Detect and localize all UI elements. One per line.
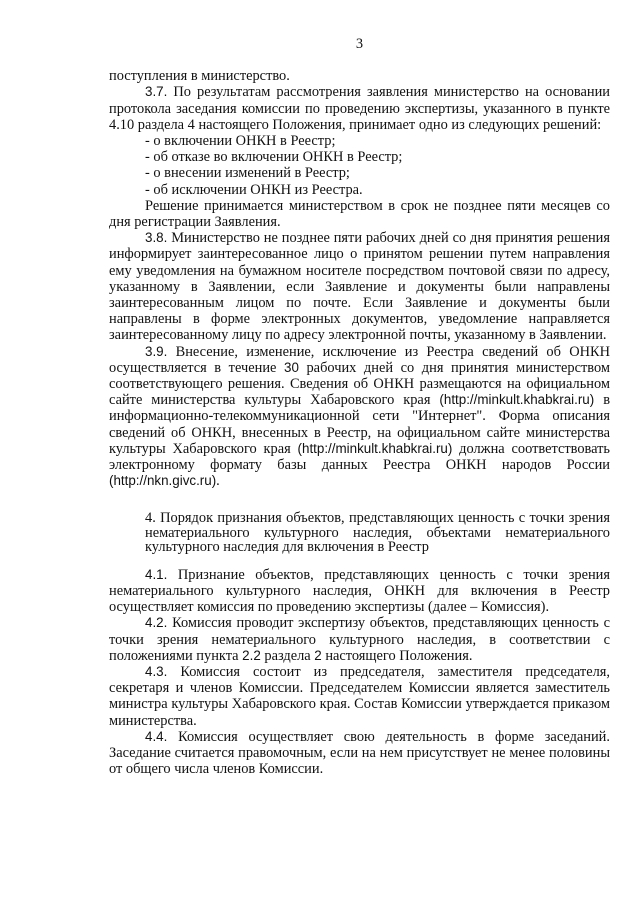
section-4-heading: 4. Порядок признания объектов, представляющих ценность с точки зрения нематериального культурного наследия, объектами нематериального культурного наследия для включения в Реестр <box>145 510 610 556</box>
paragraph-3-7 <box>109 84 610 133</box>
section-reference: 2 <box>314 647 322 663</box>
clause-text: настоящего Положения. <box>321 647 473 664</box>
paragraph-4-2 <box>109 615 610 664</box>
clause-number: 4.1. <box>145 566 168 582</box>
paragraph-4-3 <box>109 664 610 729</box>
decision-item: - об отказе во включении ОНКН в Реестр; <box>145 149 403 166</box>
clause-text: в информационно-телекоммуникационной сети "Интернет". Форма описания сведений об ОНКН, внесенных в Реестр, на официальном сайте министерства культуры Хабаровского края <box>109 392 610 457</box>
clause-text: Комиссия проводит экспертизу объектов, представляющих ценность с точки зрения нематериального культурного наследия, в соответствии с положениями пункта <box>109 615 610 664</box>
registry-url: (http://nkn.givc.ru) <box>109 473 217 489</box>
clause-text: По результатам рассмотрения заявления министерство на основании протокола заседания комиссии по проведению экспертизы, указанного в пункте 4.10 раздела 4 настоящего Положения, принимает одно из следующих решений: <box>109 84 610 133</box>
clause-text: должна соответствовать электронному формату базы данных Реестра ОНКН народов России <box>109 440 610 474</box>
clause-text: Внесение, изменение, исключение из Реестра сведений об ОНКН осуществляется в течение <box>109 343 610 376</box>
decision-item: - о включении ОНКН в Реестр; <box>145 133 336 150</box>
clause-number: 3.9. <box>145 343 168 359</box>
ministry-url: (http://minkult.khabkrai.ru) <box>439 392 595 408</box>
clause-text: Комиссия осуществляет свою деятельность в форме заседаний. Заседание считается правомочным, если на нем присутствует не менее половины от общего числа членов Комиссии. <box>109 728 610 778</box>
clause-number: 3.8. <box>145 230 168 246</box>
paragraph-4-1 <box>109 567 610 616</box>
decision-item: - об исключении ОНКН из Реестра. <box>145 181 363 198</box>
ministry-url: (http://minkult.khabkrai.ru) <box>297 440 453 456</box>
days-count: 30 <box>284 359 299 375</box>
clause-text: Министерство не позднее пяти рабочих дней со дня принятия решения информирует заинтересованное лицо о принятом решении путем направления ему уведомления на бумажном носителе посредством почтовой связи по адресу, указанному в Заявлении, если Заявление и документы были направлены заинтересованным лицом по почте. Если Заявление и документы были направлены в форме электронных документов, уведомление направляется заинтересованному лицу по адресу электронной почты, указанному в Заявлении. <box>109 230 610 344</box>
clause-number: 3.7. <box>145 84 168 100</box>
clause-text: . <box>216 473 220 490</box>
paragraph-3-9 <box>109 344 610 490</box>
paragraph-3-8 <box>109 230 610 343</box>
paragraph-continuation: поступления в министерство. <box>109 68 290 85</box>
clause-text: Комиссия состоит из председателя, заместителя председателя, секретаря и членов Комиссии. Председателем Комиссии является заместитель министра культуры Хабаровского края. Состав Комиссии утверждается приказом министерства. <box>109 663 610 729</box>
clause-text: Признание объектов, представляющих ценность с точки зрения нематериального культурного наследия, ОНКН для включения в Реестр осуществляет комиссия по проведению экспертизы (далее – Комиссия). <box>109 566 610 616</box>
page-number: 3 <box>355 36 364 52</box>
clause-number: 4.4. <box>145 728 168 744</box>
paragraph-decision-term: Решение принимается министерством в срок не позднее пяти месяцев со дня регистрации Заявления. <box>109 197 610 231</box>
decision-item: - о внесении изменений в Реестр; <box>145 165 350 182</box>
clause-number: 4.2. <box>145 615 168 631</box>
paragraph-4-4 <box>109 729 610 778</box>
clause-reference: 2.2 <box>242 647 261 663</box>
clause-number: 4.3. <box>145 663 168 679</box>
clause-text: рабочих дней со дня принятия министерством соответствующего решения. Сведения об ОНКН размещаются на официальном сайте министерства культуры Хабаровского края <box>109 359 610 409</box>
clause-text: раздела <box>260 647 315 664</box>
